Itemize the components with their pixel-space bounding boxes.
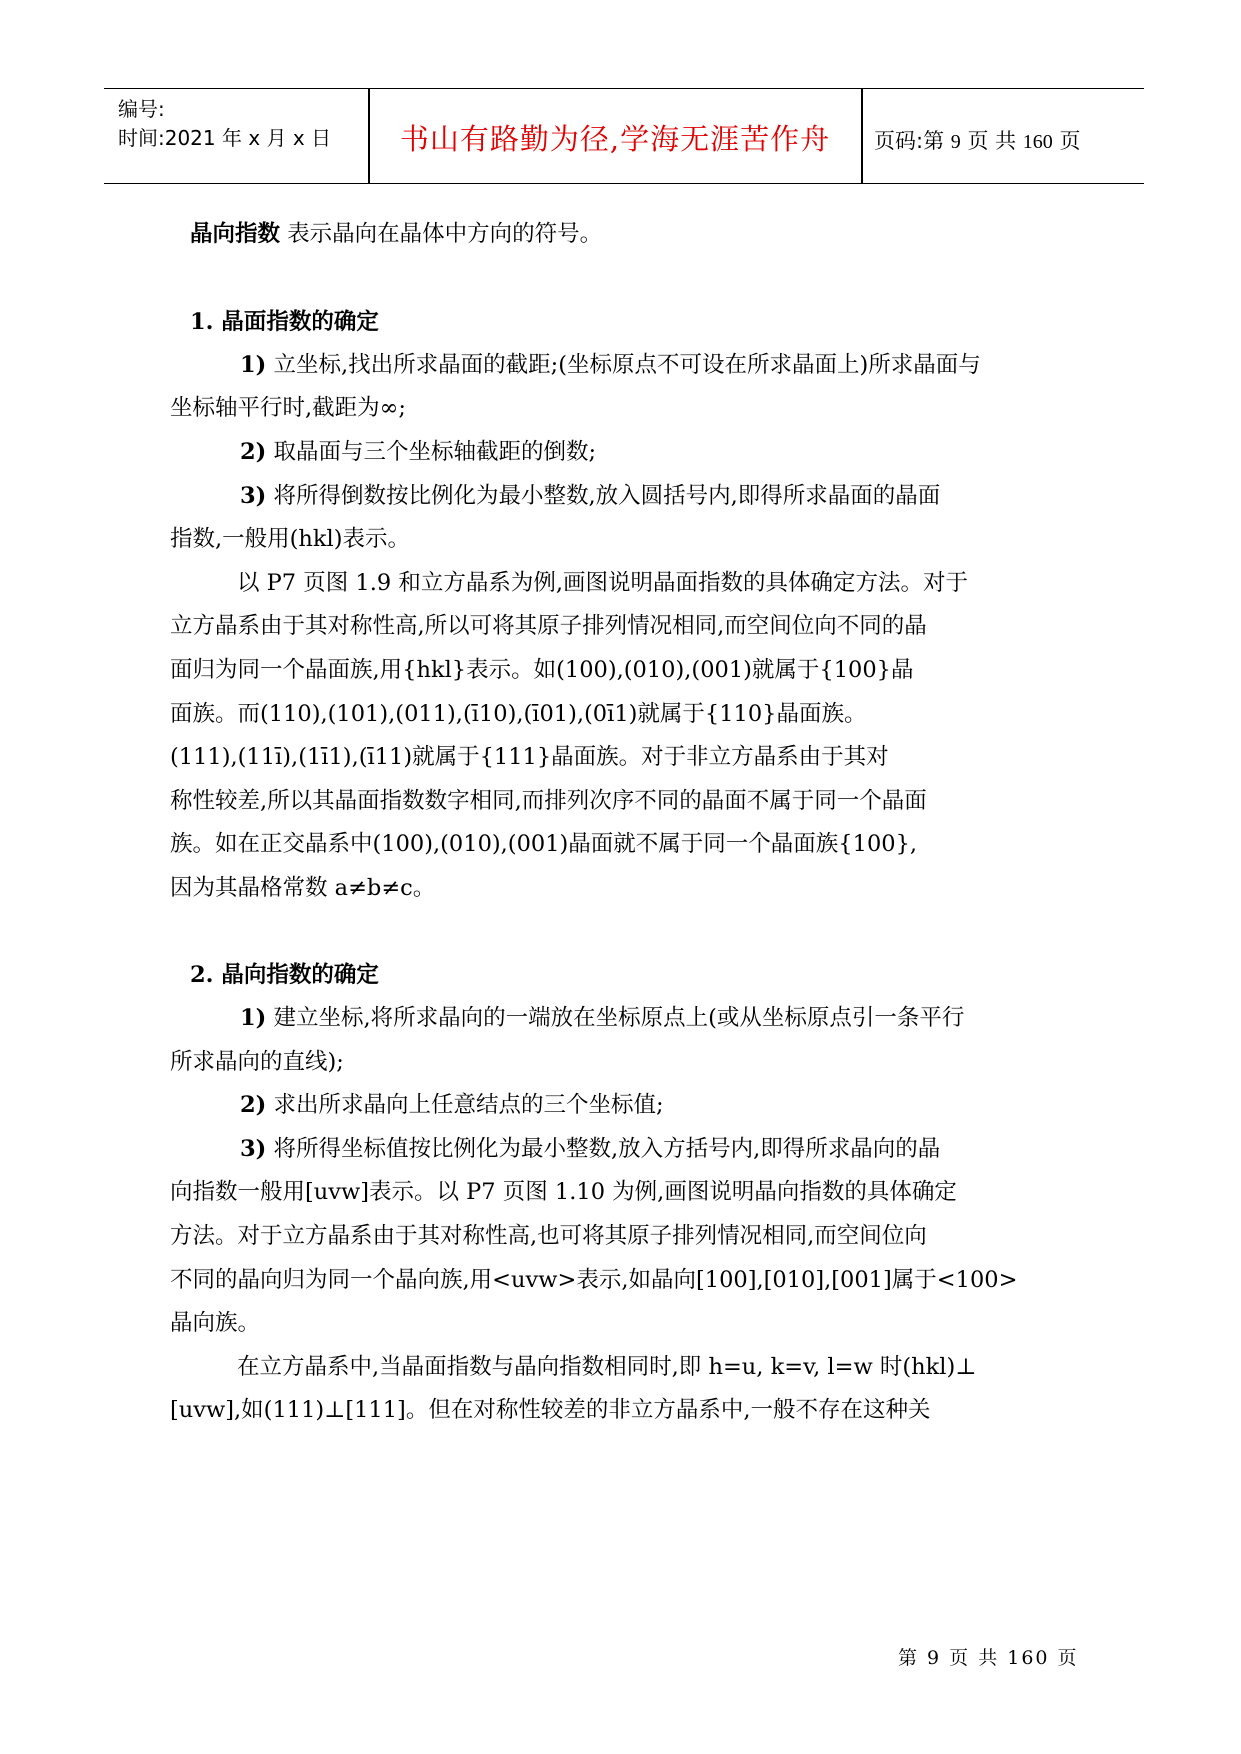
header-motto: 书山有路勤为径,学海无涯苦作舟	[399, 122, 831, 156]
header-page-total: 160	[1022, 131, 1053, 153]
s1-item-2: 2) 取晶面与三个坐标轴截距的倒数;	[240, 439, 597, 465]
header-divider	[861, 89, 863, 183]
s2-item-3-line-4: 不同的晶向归为同一个晶向族,用<uvw>表示,如晶向[100],[010],[001]属于<100>	[170, 1267, 1018, 1293]
paragraph-1-line-4: 面族。而(110),(101),(011),(ī10),(ī01),(0ī1)就属于{110}晶面族。	[170, 701, 867, 727]
paragraph-2-line-2: [uvw],如(111)⊥[111]。但在对称性较差的非立方晶系中,一般不存在这种关	[170, 1397, 931, 1423]
s1-item-3-line-1: 3) 将所得倒数按比例化为最小整数,放入圆括号内,即得所求晶面的晶面	[240, 483, 941, 509]
header-meta	[118, 95, 331, 153]
paragraph-1-line-2: 立方晶系由于其对称性高,所以可将其原子排列情况相同,而空间位向不同的晶	[170, 613, 927, 639]
paragraph-1-line-6: 称性较差,所以其晶面指数数字相同,而排列次序不同的晶面不属于同一个晶面	[170, 788, 927, 814]
section-1-title: 1. 晶面指数的确定	[190, 309, 379, 335]
s2-item-1-line-1: 1) 建立坐标,将所求晶向的一端放在坐标原点上(或从坐标原点引一条平行	[240, 1005, 965, 1031]
paragraph-1-line-8: 因为其晶格常数 a≠b≠c。	[170, 875, 436, 901]
paragraph-1-line-1: 以 P7 页图 1.9 和立方晶系为例,画图说明晶面指数的具体确定方法。对于	[237, 570, 968, 596]
paragraph-1-line-7: 族。如在正交晶系中(100),(010),(001)晶面就不属于同一个晶面族{100},	[170, 831, 918, 857]
s2-item-3-line-1: 3) 将所得坐标值按比例化为最小整数,放入方括号内,即得所求晶向的晶	[240, 1136, 941, 1162]
document-number-label: 编号:	[118, 97, 165, 121]
paragraph-2-line-1: 在立方晶系中,当晶面指数与晶向指数相同时,即 h=u, k=v, l=w 时(hkl)⊥	[237, 1354, 977, 1380]
s2-item-1-line-2: 所求晶向的直线);	[170, 1049, 344, 1075]
s1-item-1-line-1: 1) 立坐标,找出所求晶面的截距;(坐标原点不可设在所求晶面上)所求晶面与	[240, 352, 981, 378]
header-page-indicator: 页码:第 9 页 共 160 页	[874, 129, 1081, 153]
section-2-title: 2. 晶向指数的确定	[190, 962, 379, 988]
s2-item-3-line-5: 晶向族。	[170, 1310, 261, 1336]
definition-line: 晶向指数 表示晶向在晶体中方向的符号。	[190, 221, 603, 247]
page-header	[104, 88, 1144, 184]
header-page-number: 9	[950, 131, 961, 153]
s2-item-3-line-3: 方法。对于立方晶系由于其对称性高,也可将其原子排列情况相同,而空间位向	[170, 1223, 927, 1249]
s2-item-2: 2) 求出所求晶向上任意结点的三个坐标值;	[240, 1092, 664, 1118]
document-time-label: 时间:2021 年 x 月 x 日	[118, 126, 332, 150]
paragraph-1-line-5: (111),(11ī),(1ī1),(ī11)就属于{111}晶面族。对于非立方晶系由于其对	[170, 744, 889, 770]
s2-item-3-line-2: 向指数一般用[uvw]表示。以 P7 页图 1.10 为例,画图说明晶向指数的具体确定	[170, 1179, 957, 1205]
page-footer: 第 9 页 共 160 页	[898, 1647, 1079, 1669]
definition-term: 晶向指数	[190, 221, 281, 247]
s1-item-1-line-2: 坐标轴平行时,截距为∞;	[170, 395, 406, 421]
paragraph-1-line-3: 面归为同一个晶面族,用{hkl}表示。如(100),(010),(001)就属于{100}晶	[170, 657, 914, 683]
s1-item-3-line-2: 指数,一般用(hkl)表示。	[170, 526, 411, 552]
